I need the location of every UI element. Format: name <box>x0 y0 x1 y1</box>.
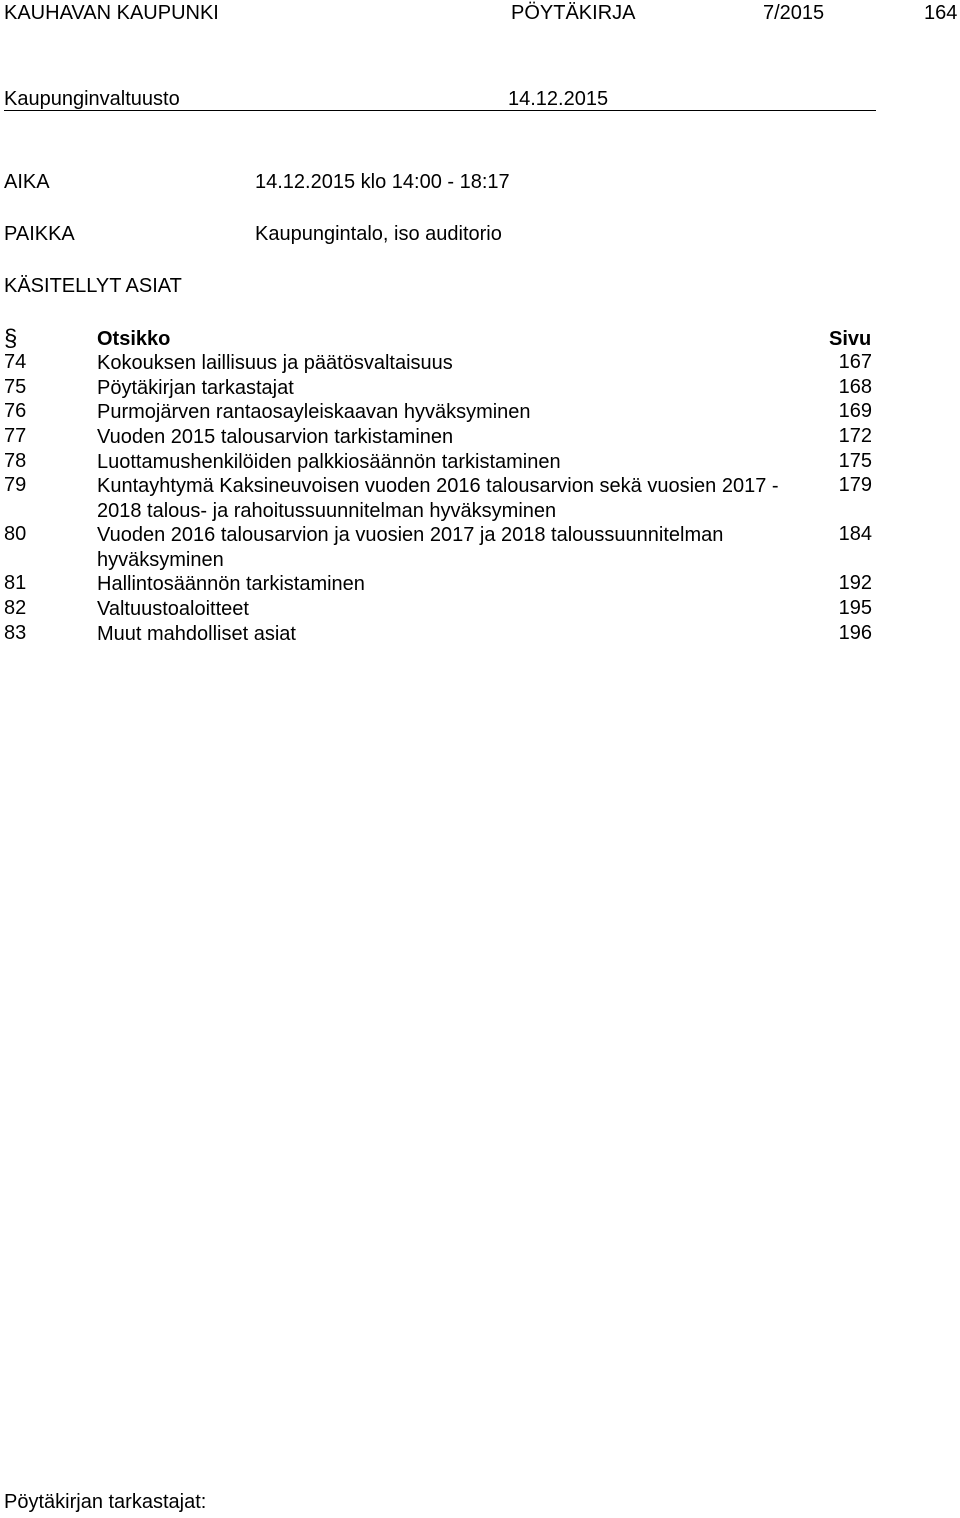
section-title: KÄSITELLYT ASIAT <box>4 275 182 297</box>
document-number: 7/2015 <box>763 2 825 24</box>
time-label: AIKA <box>4 171 50 193</box>
inspectors-label: Pöytäkirjan tarkastajat: <box>4 1491 207 1513</box>
item-number: 81 <box>4 572 27 594</box>
item-number: 82 <box>4 597 27 619</box>
item-page: 184 <box>838 523 872 545</box>
item-page: 172 <box>838 425 872 447</box>
item-number: 76 <box>4 400 27 422</box>
item-title: Vuoden 2016 talousarvion ja vuosien 2017 ja 2018 taloussuunnitelman hyväksyminen <box>97 524 724 571</box>
page-number: 164 <box>924 2 958 24</box>
item-title: Purmojärven rantaosayleiskaavan hyväksyminen <box>97 401 531 423</box>
item-page: 168 <box>838 376 872 398</box>
item-number: 78 <box>4 450 27 472</box>
place-value: Kaupungintalo, iso auditorio <box>255 223 502 245</box>
item-title: Luottamushenkilöiden palkkiosäännön tarkistaminen <box>97 451 561 473</box>
item-page: 175 <box>838 450 872 472</box>
item-number: 74 <box>4 351 27 373</box>
item-page: 196 <box>838 622 872 644</box>
document-type: PÖYTÄKIRJA <box>511 2 636 24</box>
item-title: Kuntayhtymä Kaksineuvoisen vuoden 2016 talousarvion sekä vuosien 2017 - 2018 talous- ja rahoitussuunnitelman hyväksyminen <box>97 475 779 522</box>
column-header-page: Sivu <box>829 328 872 350</box>
meeting-date: 14.12.2015 <box>508 88 609 110</box>
item-page: 192 <box>838 572 872 594</box>
item-page: 179 <box>838 474 872 496</box>
item-title: Valtuustoaloitteet <box>97 598 249 620</box>
item-page: 169 <box>838 400 872 422</box>
item-title: Vuoden 2015 talousarvion tarkistaminen <box>97 426 454 448</box>
item-title: Muut mahdolliset asiat <box>97 623 296 645</box>
time-value: 14.12.2015 klo 14:00 - 18:17 <box>255 171 510 193</box>
item-number: 75 <box>4 376 27 398</box>
organization-name: KAUHAVAN KAUPUNKI <box>4 2 219 24</box>
column-header-title: Otsikko <box>97 328 171 350</box>
section-sign-icon: § <box>4 325 18 352</box>
body-name: Kaupunginvaltuusto <box>4 88 180 110</box>
item-page: 167 <box>838 351 872 373</box>
header-divider <box>4 110 876 111</box>
item-title: Kokouksen laillisuus ja päätösvaltaisuus <box>97 352 453 374</box>
item-title: Pöytäkirjan tarkastajat <box>97 377 294 399</box>
item-number: 83 <box>4 622 27 644</box>
item-number: 77 <box>4 425 27 447</box>
place-label: PAIKKA <box>4 223 75 245</box>
item-number: 79 <box>4 474 27 496</box>
item-number: 80 <box>4 523 27 545</box>
item-page: 195 <box>838 597 872 619</box>
item-title: Hallintosäännön tarkistaminen <box>97 573 365 595</box>
